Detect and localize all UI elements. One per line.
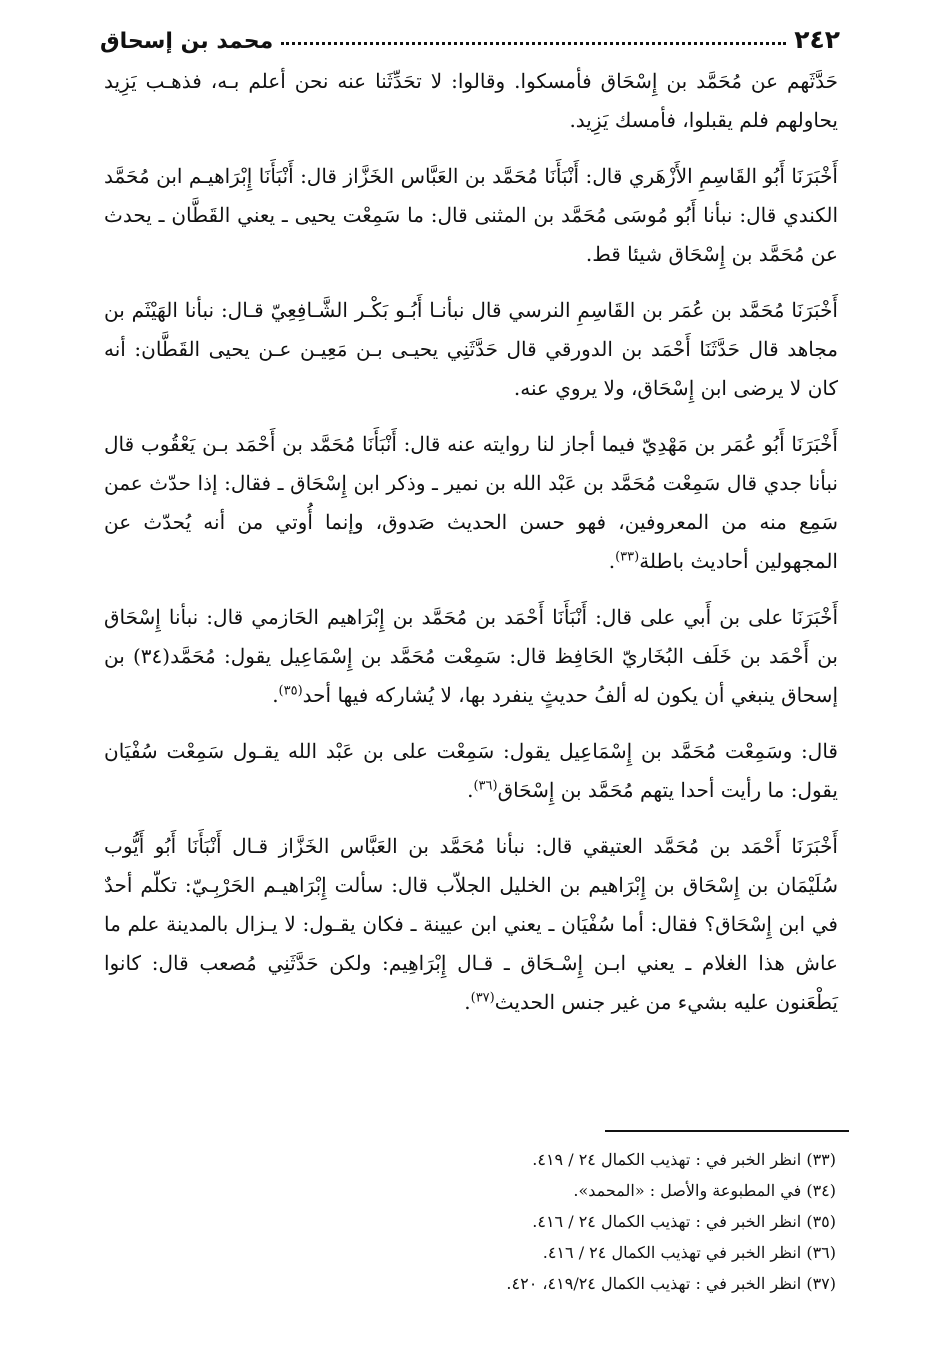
footnote-ref: (٣٦) xyxy=(473,778,498,794)
footnote-ref: (٣٣) xyxy=(615,549,640,565)
paragraph-6: قال: وسَمِعْت مُحَمَّد بن إِسْمَاعِيل يقول: سَمِعْت على بن عَبْد الله يقـول سَمِعْت سُفْيَان يقول: ما رأيت أحدا يتهم مُحَمَّد بن إِسْحَاق$^{(٣٦)}$. xyxy=(104,739,838,802)
paragraph-7: أَخْبَرَنَا أَحْمَد بن مُحَمَّد العتيقي قال: نبأنا مُحَمَّد بن العَبَّاس الخَزَّاز قـال أَنْبَأَنَا أَبُو أَيُّوب سُلَيْمَان بن إِسْحَاق بن إِبْرَاهيم بن الخليل الجلاّب قال: سألت إِبْرَاهيـم الحَرْبِـيّ: تكلّم أحدٌ في ابن إِسْحَاق؟ فقال: أما سُفْيَان ـ يعني ابن عيينة ـ فكان يقـول: لا يـزال بالمدينة علم ما عاش هذا الغلام ـ يعني ابـن إِسْـحَاق ـ قـال إِبْرَاهِيم: ولكن حَدَّثَنِي مُصعب قال: كانوا يَطْعَنون عليه بشيء من غير جنس الحديث$^{(٣٧)}$. xyxy=(104,834,838,1014)
footnote-35: (٣٥) انظر الخبر في : تهذيب الكمال ٢٤ / ٤١٦. xyxy=(532,1212,836,1231)
paragraph-1: حَدَّثَهم عن مُحَمَّد بن إِسْحَاق فأمسكوا. وقالوا: لا تحَدِّثَنا عنه نحن أعلم بـه، فذهـب يَزِيد يحاولهم فلم يقبلوا، فأمسك يَزِيد. xyxy=(104,69,838,132)
paragraph-3: أَخْبَرَنَا مُحَمَّد بن عُمَر بن القَاسِمِ النرسي قال نبأنـا أَبُـو بَكْـر الشَّـافِعِيّ قـال: نبأنا الهَيْثَم بن مجاهد قال حَدَّثَنَا أَحْمَد بن الدورقي قال حَدَّثَنِي يحيـى بـن مَعِيـن عـن يحيى القَطَّان: أنه كان لا يرضى ابن إِسْحَاق، ولا يروي عنه. xyxy=(104,298,838,400)
footnote-ref: (٣٥) xyxy=(278,683,303,699)
footnote-37: (٣٧) انظر الخبر في : تهذيب الكمال ٤١٩/٢٤، ٤٢٠. xyxy=(506,1274,836,1293)
footnote-ref: (٣٧) xyxy=(470,990,495,1006)
footnote-33: (٣٣) انظر الخبر في : تهذيب الكمال ٢٤ / ٤١٩. xyxy=(532,1150,836,1169)
footnote-36: (٣٦) انظر الخبر في تهذيب الكمال ٢٤ / ٤١٦. xyxy=(542,1243,836,1262)
page-header xyxy=(100,14,840,54)
footnote-separator xyxy=(605,1130,849,1132)
paragraph-5: أَخْبَرَنَا على بن أَبي على قال: أَنْبَأَنَا أَحْمَد بن مُحَمَّد بن إِبْرَاهيم الحَازمي قال: نبأنا إِسْحَاق بن أَحْمَد بن خَلَف البُخَاريّ الحَافِظ قال: سَمِعْت مُحَمَّد بن إِسْمَاعِيل يقول: مُحَمَّد(٣٤) بن إسحاق ينبغي أن يكون له ألفُ حديثٍ ينفرد بها، لا يُشاركه فيها أحد$^{(٣٥)}$. xyxy=(104,605,838,707)
header-dot-leader xyxy=(281,42,786,45)
running-title: محمد بن إسحاق xyxy=(100,29,274,54)
paragraph-2: أَخْبَرَنَا أَبُو القَاسِمِ الأَزْهَري قال: أَنْبَأَنَا مُحَمَّد بن العَبَّاس الخَزَّاز قال: أَنْبَأَنَا إِبْرَاهيـم ابن مُحَمَّد الكندي قال: نبأنا أَبُو مُوسَى مُحَمَّد بن المثنى قال: ما سَمِعْت يحيى ـ يعني القَطَّان ـ يحدث عن مُحَمَّد بن إِسْحَاق شيئا قط. xyxy=(104,164,838,266)
footnote-34: (٣٤) في المطبوعة والأصل : «المحمد». xyxy=(573,1181,836,1200)
page-number: ٢٤٢ xyxy=(794,25,840,54)
paragraph-4: أَخْبَرَنَا أَبُو عُمَر بن مَهْدِيّ فيما أجاز لنا روايته عنه قال: أَنْبَأَنَا مُحَمَّد بن أَحْمَد بـن يَعْقُوب قال نبأنا جدي قال سَمِعْت مُحَمَّد بن عَبْد الله بن نمير ـ وذكر ابن إِسْحَاق ـ فقال: إذا حدّث عمن سَمِع منه من المعروفين، فهو حسن الحديث صَدوق، وإنما أُوتي من أنه يُحدّث عن المجهولين أحاديث باطلة$^{(٣٣)}$. xyxy=(104,432,838,573)
footnotes xyxy=(300,1144,836,1299)
main-text xyxy=(104,62,838,1039)
